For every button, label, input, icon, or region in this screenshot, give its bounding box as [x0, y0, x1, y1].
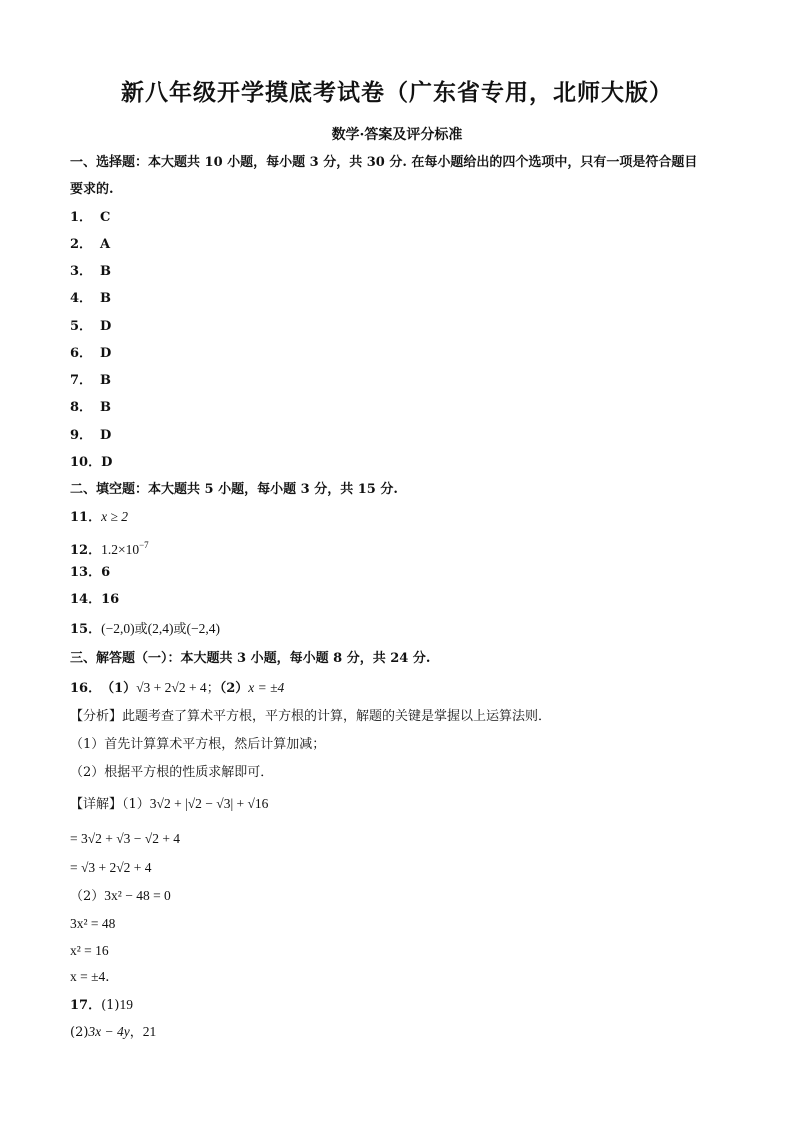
answer-item — [70, 345, 111, 363]
detail-label: 【详解】 — [70, 797, 123, 812]
answer-item-17 — [70, 996, 133, 1015]
section1-heading-line1: 一、选择题：本大题共 10 小题，每小题 3 分，共 30 分. 在每小题给出的四个选项中，只有一项是符合题目 — [70, 155, 698, 170]
answer-scientific-exponent: −7 — [139, 540, 149, 550]
answer-value: 6 — [101, 565, 111, 580]
equation-step: 3x² = 48 — [70, 916, 116, 931]
answer-number: 7． — [70, 373, 93, 388]
answer-number: 8． — [70, 400, 93, 415]
answer-number: 3． — [70, 264, 93, 279]
part2-answer: x = ±4 — [248, 680, 285, 695]
answer-item — [70, 372, 111, 390]
answer-number: 17． — [70, 998, 102, 1013]
detail-line — [70, 795, 268, 814]
answer-item-12 — [70, 536, 149, 560]
page-subtitle: 数学·答案及评分标准 — [331, 127, 463, 143]
answer-item — [70, 318, 111, 336]
equation: 3x² − 48 = 0 — [104, 888, 171, 903]
answer-item-11 — [70, 508, 128, 527]
answer-item-13 — [70, 564, 110, 582]
answer-or-1: 或 — [134, 622, 148, 637]
answer-inequality: x ≥ 2 — [101, 509, 128, 524]
answer-choice: D — [100, 428, 112, 443]
answer-point-3: (−2,4) — [186, 621, 220, 636]
answer-number: 9． — [70, 428, 93, 443]
part1-answer: 19 — [119, 997, 134, 1012]
detail-step-1: = 3√2 + √3 − √2 + 4 — [70, 831, 181, 846]
section2-heading: 二、填空题：本大题共 5 小题，每小题 3 分，共 15 分. — [70, 482, 398, 497]
answer-item-17-part2 — [70, 1023, 156, 1042]
answer-item — [70, 209, 110, 227]
answer-number: 12． — [70, 543, 102, 558]
separator: ； — [206, 681, 220, 696]
answer-or-2: 或 — [173, 622, 187, 637]
answer-item-14 — [70, 591, 119, 609]
answer-choice: D — [100, 346, 112, 361]
answer-number: 6． — [70, 346, 93, 361]
answer-value: 16 — [101, 592, 120, 607]
analysis-point-1: （1）首先计算算术平方根，然后计算加减； — [70, 737, 326, 752]
answer-number: 16． — [70, 681, 102, 696]
answer-choice: D — [100, 319, 112, 334]
answer-choice: B — [100, 373, 111, 388]
part-label: （2） — [219, 681, 249, 696]
analysis-line — [70, 708, 551, 726]
answer-item — [70, 399, 111, 417]
answer-item-16 — [70, 679, 284, 698]
answer-item — [70, 290, 111, 308]
answer-choice: B — [100, 291, 111, 306]
part1-answer: √3 + 2√2 + 4 — [136, 680, 207, 695]
answer-item — [70, 427, 111, 445]
answer-number: 15． — [70, 622, 102, 637]
analysis-text: 此题考查了算术平方根，平方根的计算，解题的关键是掌握以上运算法则． — [122, 709, 552, 724]
equation-step: x = ±4． — [70, 969, 119, 984]
equation-step: x² = 16 — [70, 943, 109, 958]
answer-item — [70, 454, 112, 472]
answer-number: 10． — [70, 455, 102, 470]
answer-point-2: (2,4) — [147, 621, 174, 636]
part-label: （1） — [122, 797, 150, 812]
part2-value: 21 — [142, 1024, 157, 1039]
section3-heading: 三、解答题（一）：本大题共 3 小题，每小题 8 分，共 24 分. — [70, 651, 431, 666]
part-label: (2) — [70, 1025, 89, 1040]
part-label: （1） — [101, 681, 137, 696]
answer-number: 13． — [70, 565, 102, 580]
answer-number: 2． — [70, 237, 93, 252]
analysis-point-2: （2）根据平方根的性质求解即可． — [70, 765, 274, 780]
part-label: （2） — [70, 889, 105, 904]
answer-number: 4． — [70, 291, 93, 306]
answer-item — [70, 236, 110, 254]
answer-number: 1． — [70, 210, 93, 225]
answer-choice: B — [100, 400, 111, 415]
answer-number: 11． — [70, 510, 102, 525]
analysis-label: 【分析】 — [70, 709, 123, 724]
detail-part2 — [70, 887, 171, 906]
part2-expression: 3x − 4y — [88, 1024, 130, 1039]
answer-point-1: (−2,0) — [101, 621, 135, 636]
page-title: 新八年级开学摸底考试卷（广东省专用，北师大版） — [121, 80, 673, 106]
detail-expression: 3√2 + |√2 − √3| + √16 — [149, 796, 269, 811]
answer-number: 5． — [70, 319, 93, 334]
section1-heading-line2: 要求的. — [70, 182, 114, 197]
answer-item — [70, 263, 111, 281]
answer-number: 14． — [70, 592, 102, 607]
answer-choice: A — [100, 237, 111, 252]
answer-item-15 — [70, 620, 220, 639]
answer-choice: C — [100, 210, 111, 225]
separator: ， — [129, 1025, 143, 1040]
answer-choice: D — [101, 455, 113, 470]
answer-choice: B — [100, 264, 111, 279]
part-label: (1) — [101, 998, 120, 1013]
answer-scientific-base: 1.2×10 — [101, 542, 140, 557]
detail-step-2: = √3 + 2√2 + 4 — [70, 860, 152, 875]
